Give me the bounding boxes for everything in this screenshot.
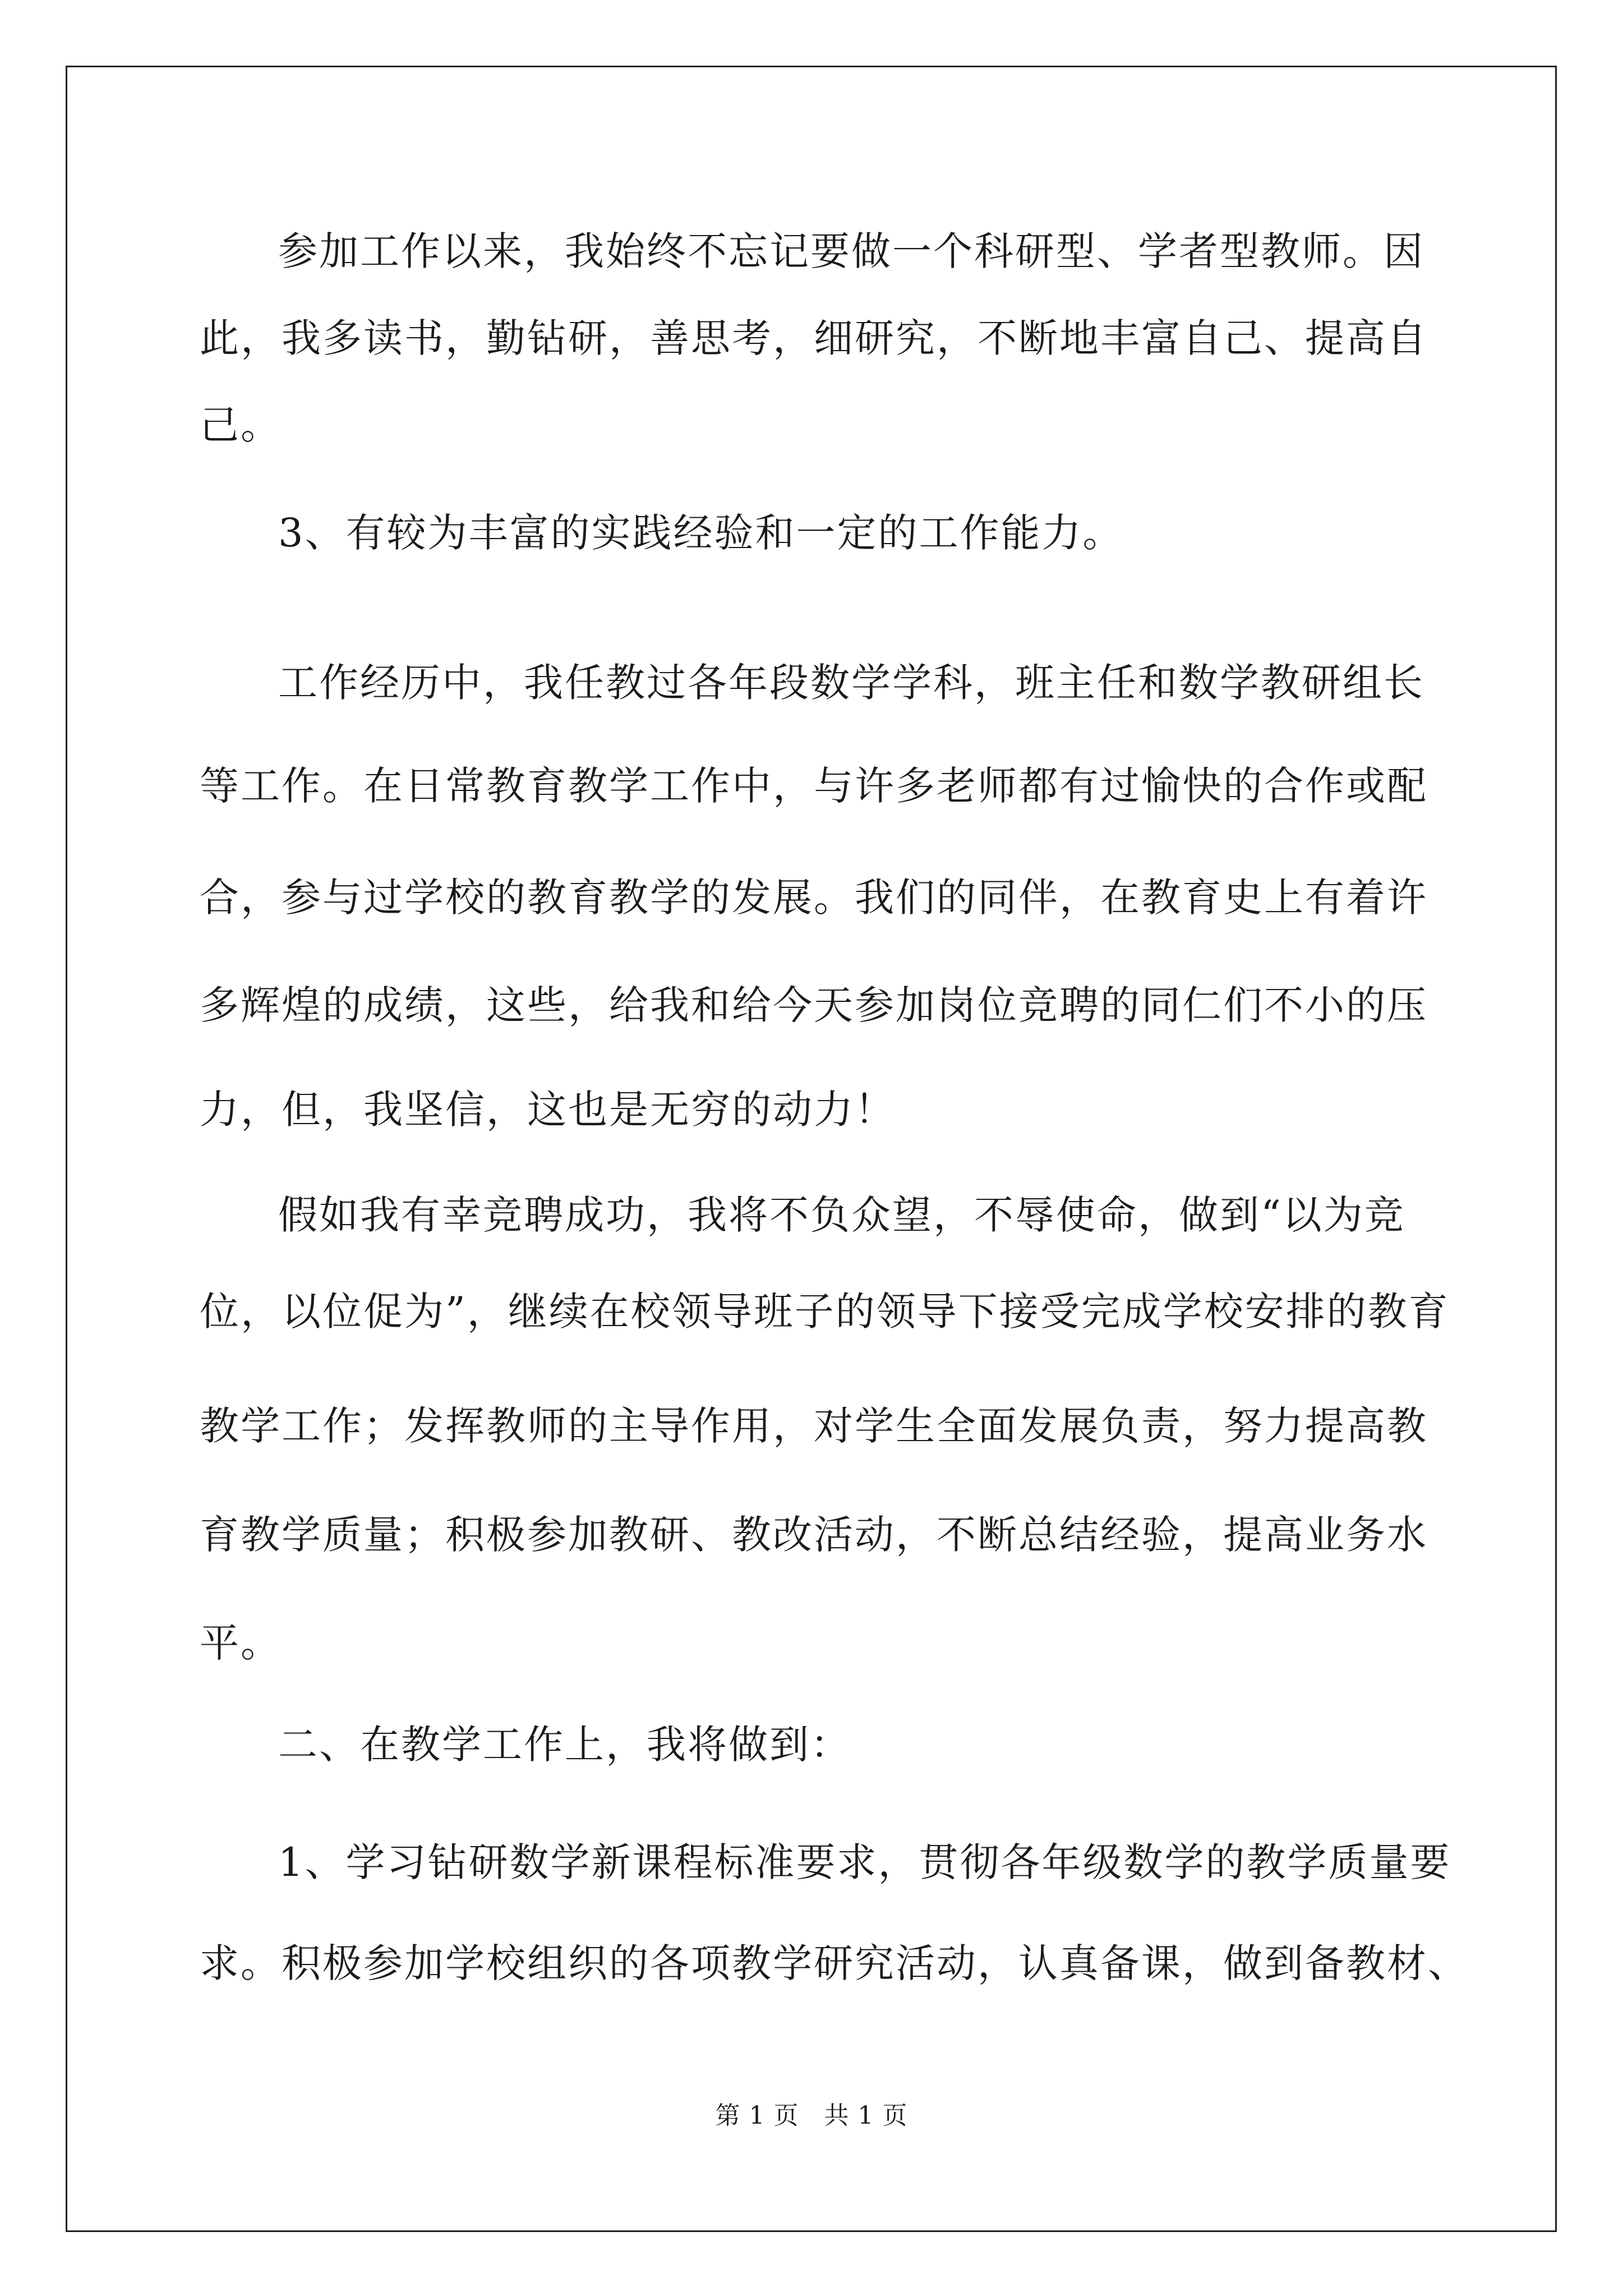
- paragraph-line: 3、有较为丰富的实践经验和一定的工作能力。: [278, 510, 1124, 556]
- paragraph-line: 等工作。在日常教育教学工作中，与许多老师都有过愉快的合作或配: [200, 763, 1428, 809]
- paragraph-line: 位，以位促为”，继续在校领导班子的领导下接受完成学校安排的教育: [200, 1289, 1450, 1335]
- paragraph-line: 己。: [200, 402, 282, 448]
- paragraph-line: 1、学习钻研数学新课程标准要求，贯彻各年级数学的教学质量要: [278, 1839, 1451, 1885]
- paragraph-line: 育教学质量；积极参加教研、教改活动，不断总结经验，提高业务水: [200, 1512, 1428, 1558]
- paragraph-line: 合，参与过学校的教育教学的发展。我们的同伴，在教育史上有着许: [200, 875, 1428, 921]
- paragraph-line: 教学工作；发挥教师的主导作用，对学生全面发展负责，努力提高教: [200, 1403, 1428, 1449]
- paragraph-line: 此，我多读书，勤钻研，善思考，细研究，不断地丰富自己、提高自: [200, 315, 1428, 361]
- paragraph-line: 多辉煌的成绩，这些，给我和给今天参加岗位竞聘的同仁们不小的压: [200, 982, 1428, 1028]
- page-border: [66, 66, 1557, 2232]
- paragraph-line: 平。: [200, 1620, 282, 1666]
- paragraph-line: 参加工作以来，我始终不忘记要做一个科研型、学者型教师。因: [278, 228, 1424, 274]
- paragraph-line: 假如我有幸竞聘成功，我将不负众望，不辱使命，做到“以为竞: [278, 1192, 1405, 1238]
- paragraph-line: 工作经历中，我任教过各年段数学学科，班主任和数学教研组长: [278, 660, 1424, 706]
- paragraph-line: 二、在教学工作上，我将做到：: [278, 1722, 851, 1768]
- page-number-footer: 第 1 页 共 1 页: [715, 2101, 908, 2130]
- paragraph-line: 力，但，我坚信，这也是无穷的动力！: [200, 1087, 896, 1133]
- paragraph-line: 求。积极参加学校组织的各项教学研究活动，认真备课，做到备教材、: [200, 1940, 1469, 1986]
